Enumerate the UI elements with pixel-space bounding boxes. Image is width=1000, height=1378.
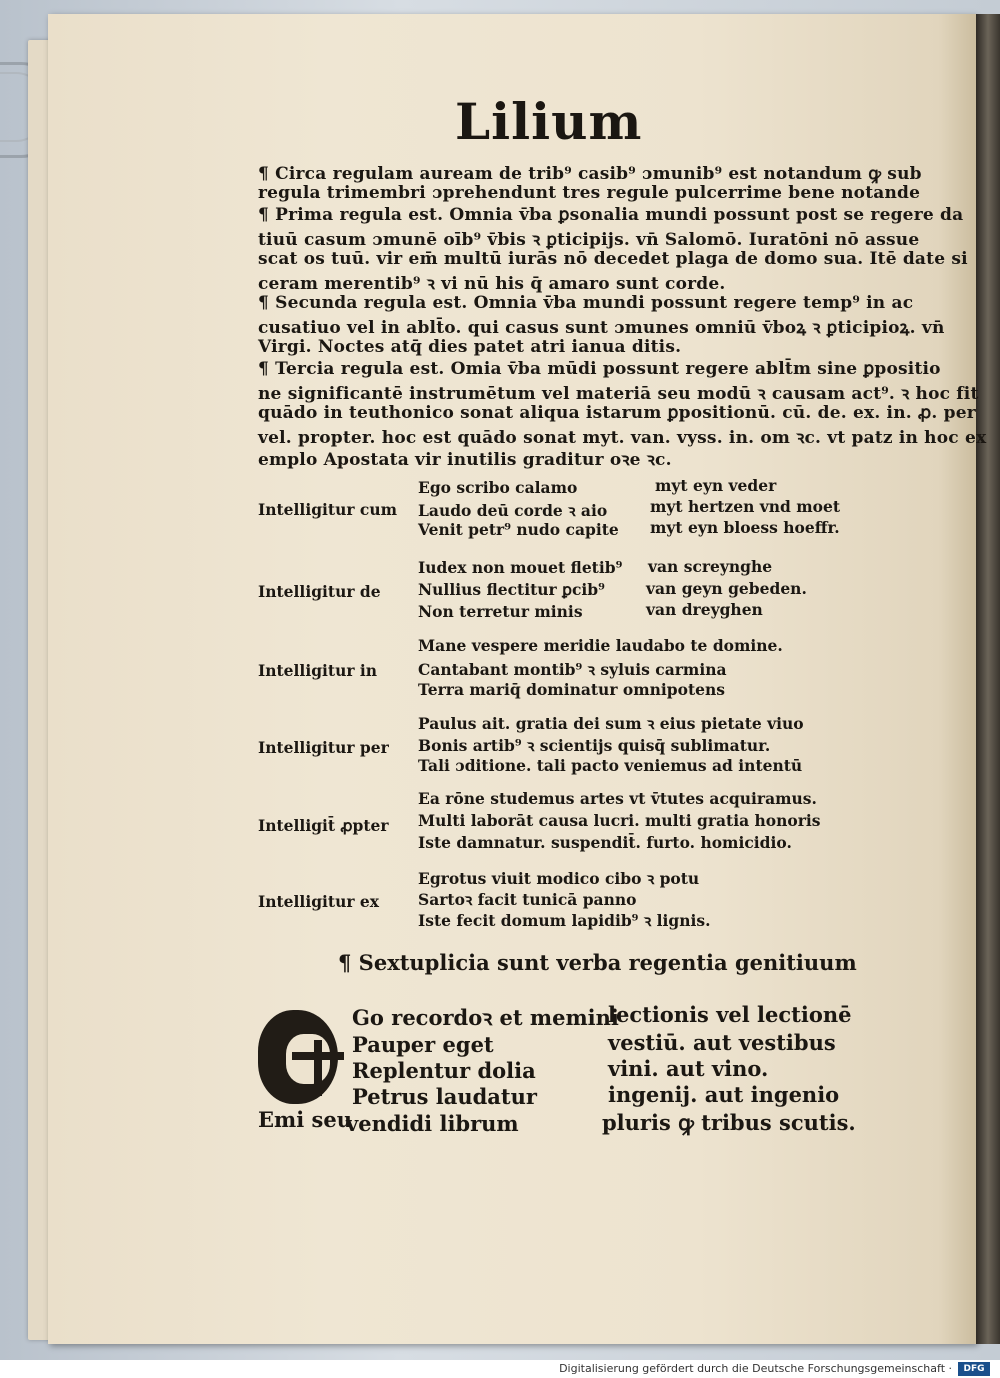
- final-left-line: Replentur dolia: [352, 1058, 536, 1083]
- example-german: van dreyghen: [646, 600, 763, 619]
- intro-line: cusatiuo vel in ablt̄o. qui casus sunt ɔmunes omniū v̄boꝝ ꝛ ꝑticipioꝝ. vn̄: [258, 318, 945, 338]
- final-prefix: Emi seu: [258, 1107, 352, 1132]
- decorated-initial-stem: [314, 1040, 322, 1096]
- intro-line: regula trimembri ɔprehendunt tres regule pulcerrime bene notande: [258, 183, 921, 203]
- example-latin: Egrotus viuit modico cibo ꝛ potu: [418, 869, 700, 888]
- book-spine-edge: [976, 14, 1000, 1344]
- intro-line: quādo in teuthonico sonat aliqua istarum ꝑpositionū. cū. de. ex. in. ꝓ. per: [258, 403, 976, 423]
- intro-line: emplo Apostata vir inutilis graditur oꝛe ꝛc.: [258, 450, 672, 470]
- final-left-line: Petrus laudatur: [352, 1084, 537, 1109]
- example-german: van screynghe: [648, 557, 773, 576]
- group-label: Intelligitur de: [258, 582, 381, 601]
- intro-line: ¶ Tercia regula est. Omia v̄ba mūdi possunt regere ablt̄m sine ꝑpositio: [258, 359, 941, 379]
- example-latin: Tali ɔditione. tali pacto veniemus ad intentū: [418, 756, 803, 775]
- intro-line: scat os tuū. vir em̄ multū iurās nō decedet plaga de domo sua. Itē date si: [258, 249, 968, 269]
- page-title: Lilium: [455, 92, 643, 151]
- final-right-line: ingenij. aut ingenio: [608, 1082, 840, 1107]
- example-latin: Ea rōne studemus artes vt v̄tutes acquiramus.: [418, 789, 817, 808]
- final-right-line: lectionis vel lectionē: [608, 1002, 852, 1027]
- example-latin: Sartoꝛ facit tunicā panno: [418, 890, 637, 909]
- example-latin: Mane vespere meridie laudabo te domine.: [418, 636, 783, 655]
- example-german: myt eyn veder: [655, 476, 777, 495]
- example-german: myt hertzen vnd moet: [650, 497, 841, 516]
- group-label: Intelligitur cum: [258, 500, 398, 519]
- example-german: van geyn gebeden.: [646, 579, 807, 598]
- group-label: Intelligit̄ ꝓpter: [258, 816, 389, 835]
- example-latin: Cantabant montib⁹ ꝛ syluis carmina: [418, 660, 727, 679]
- final-left-line: Go recordoꝛ et memini: [352, 1005, 619, 1030]
- example-latin: Venit petr⁹ nudo capite: [418, 520, 619, 539]
- intro-line: ne significantē instrumētum vel materiā seu modū ꝛ causam act⁹. ꝛ hoc fit: [258, 384, 979, 404]
- example-latin: Iste damnatur. suspendit̄. furto. homicidio.: [418, 833, 792, 852]
- footer-credit: Digitalisierung gefördert durch die Deutsche Forschungsgemeinschaft ·: [559, 1362, 952, 1375]
- intro-line: ¶ Circa regulam auream de trib⁹ casib⁹ ɔmunib⁹ est notandum ꝙ sub: [258, 164, 922, 184]
- example-latin: Ego scribo calamo: [418, 478, 578, 497]
- example-latin: Iudex non mouet fletib⁹: [418, 558, 623, 577]
- example-latin: Nullius flectitur ꝑcib⁹: [418, 580, 605, 599]
- group-label: Intelligitur per: [258, 738, 389, 757]
- example-latin: Laudo deū corde ꝛ aio: [418, 501, 608, 520]
- example-latin: Paulus ait. gratia dei sum ꝛ eius pietate viuo: [418, 714, 804, 733]
- dfg-logo: DFG: [958, 1362, 990, 1376]
- example-latin: Multi laborāt causa lucri. multi gratia honoris: [418, 811, 821, 830]
- intro-line: Virgi. Noctes atq̄ dies patet atri ianua ditis.: [258, 337, 682, 357]
- group-label: Intelligitur in: [258, 661, 378, 680]
- example-latin: Iste fecit domum lapidib⁹ ꝛ lignis.: [418, 911, 711, 930]
- intro-line: ¶ Secunda regula est. Omnia v̄ba mundi possunt regere temp⁹ in ac: [258, 293, 914, 313]
- intro-line: tiuū casum ɔmunē oīb⁹ v̄bis ꝛ ꝑticipijs. vn̄ Salomō. Iuratōni nō assue: [258, 230, 920, 250]
- example-latin: Non terretur minis: [418, 602, 583, 621]
- final-right-line: pluris ꝙ tribus scutis.: [602, 1110, 856, 1135]
- example-latin: Bonis artib⁹ ꝛ scientijs quisq̄ sublimatur.: [418, 736, 771, 755]
- final-left-line: Pauper eget: [352, 1032, 494, 1057]
- example-german: myt eyn bloess hoeffr.: [650, 518, 840, 537]
- intro-line: vel. propter. hoc est quādo sonat myt. van. vyss. in. om ꝛc. vt patz in hoc ex: [258, 428, 987, 448]
- intro-line: ¶ Prima regula est. Omnia v̄ba ꝑsonalia mundi possunt post se regere da: [258, 205, 964, 225]
- group-label: Intelligitur ex: [258, 892, 380, 911]
- final-left-line: vendidi librum: [346, 1111, 519, 1136]
- section-heading: ¶ Sextuplicia sunt verba regentia genitiuum: [338, 950, 857, 975]
- final-right-line: vini. aut vino.: [608, 1056, 769, 1081]
- final-right-line: vestiū. aut vestibus: [608, 1030, 836, 1055]
- intro-line: ceram merentib⁹ ꝛ vi nū his q̄ amaro sunt corde.: [258, 274, 726, 294]
- example-latin: Terra mariq̄ dominatur omnipotens: [418, 680, 725, 699]
